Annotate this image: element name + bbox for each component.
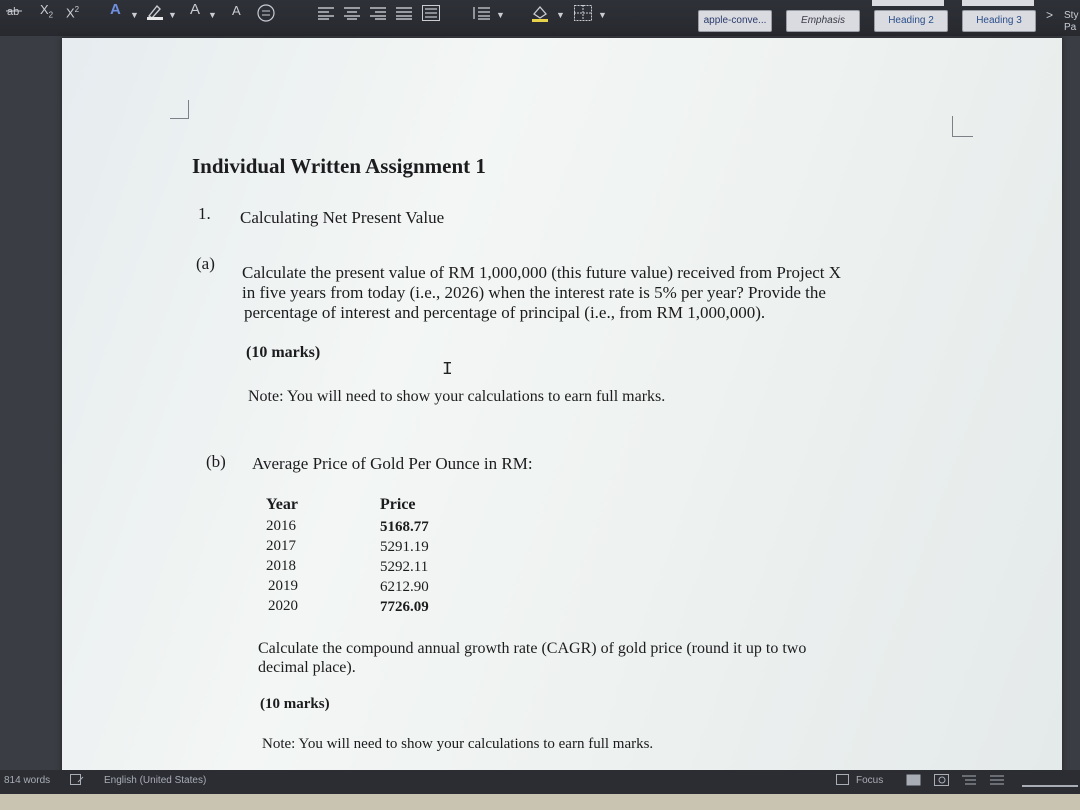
style-emphasis[interactable]: [786, 10, 860, 32]
part-b-label: (b): [206, 452, 226, 471]
web-layout-icon[interactable]: [934, 774, 950, 789]
desk-background: [0, 794, 1080, 810]
part-a-line: percentage of interest and percentage of principal (i.e., from RM 1,000,000).: [244, 303, 766, 322]
part-a-label: (a): [196, 254, 215, 273]
style-card-top: [872, 0, 944, 6]
borders-icon[interactable]: [574, 5, 592, 21]
table-header-year: Year: [266, 496, 298, 513]
highlight-icon[interactable]: [146, 2, 164, 20]
table-cell-price: 6212.90: [380, 579, 429, 595]
svg-text:ab: ab: [7, 6, 20, 18]
align-center-icon[interactable]: [344, 6, 360, 20]
style-heading-3[interactable]: [962, 10, 1036, 32]
style-label: apple-conve...: [703, 15, 767, 26]
superscript-icon[interactable]: $X^2$: [66, 5, 80, 21]
focus-button[interactable]: Focus: [856, 775, 884, 786]
part-a-line: Calculate the present value of RM 1,000,000 (this future value) received from Project X: [242, 263, 842, 282]
phonetic-icon[interactable]: [256, 3, 276, 23]
part-a-line: in five years from today (i.e., 2026) when the interest rate is 5% per year? Provide the: [242, 283, 826, 302]
chevron-down-icon[interactable]: ▼: [168, 10, 177, 20]
part-b-line: Calculate the compound annual growth rate (CAGR) of gold price (round it up to two: [258, 640, 807, 657]
print-layout-icon[interactable]: [906, 774, 922, 789]
strikethrough-icon[interactable]: [6, 4, 24, 18]
part-b-note: Note: You will need to show your calculations to earn full marks.: [262, 736, 654, 752]
font-color-letter: A: [110, 1, 121, 18]
ribbon-toolbar: [0, 0, 1080, 36]
word-count[interactable]: 814 words: [4, 775, 51, 786]
table-cell-year: 2017: [266, 538, 296, 554]
clear-format-icon[interactable]: [232, 3, 241, 19]
more-styles-arrow-icon[interactable]: >: [1046, 8, 1054, 22]
styles-pane-label[interactable]: Sty: [1064, 10, 1079, 21]
style-card-top: [962, 0, 1034, 6]
chevron-down-icon[interactable]: ▼: [598, 10, 607, 20]
align-right-icon[interactable]: [370, 6, 386, 20]
table-cell-year: 2020: [268, 598, 298, 614]
style-apple-converted[interactable]: [698, 10, 772, 32]
focus-icon[interactable]: [836, 774, 850, 789]
table-cell-year: 2019: [268, 578, 298, 594]
text-cursor-icon: I: [442, 360, 453, 380]
part-a-note: Note: You will need to show your calculations to earn full marks.: [248, 388, 666, 405]
style-label: Heading 3: [976, 15, 1022, 26]
language[interactable]: English (United States): [104, 775, 207, 786]
part-b-heading: Average Price of Gold Per Ounce in RM:: [252, 454, 533, 473]
margin-corner-mark: [952, 116, 973, 137]
table-cell-price: 5291.19: [380, 539, 429, 555]
chevron-down-icon[interactable]: ▼: [208, 10, 217, 20]
subscript-label: X: [40, 2, 49, 17]
clear-format-letter: A: [232, 3, 241, 18]
question-number: 1.: [198, 204, 211, 223]
style-label: Heading 2: [888, 15, 934, 26]
chevron-down-icon[interactable]: ▼: [556, 10, 565, 20]
margin-corner-mark: [170, 100, 189, 119]
font-color-icon[interactable]: [110, 2, 121, 18]
proofing-icon[interactable]: [70, 774, 84, 789]
chevron-down-icon[interactable]: ▼: [496, 10, 505, 20]
part-b-marks: (10 marks): [260, 696, 330, 712]
shading-icon[interactable]: [530, 4, 550, 22]
question-heading: Calculating Net Present Value: [240, 208, 445, 227]
text-effects-icon[interactable]: [190, 2, 200, 18]
table-cell-price: 5292.11: [380, 559, 429, 575]
style-heading-2[interactable]: [874, 10, 948, 32]
document-page[interactable]: [62, 38, 1062, 778]
assignment-title: Individual Written Assignment 1: [192, 154, 486, 178]
table-cell-year: 2016: [266, 518, 296, 534]
table-cell-price: 7726.09: [380, 599, 429, 615]
draft-view-icon[interactable]: [990, 774, 1006, 789]
justify-icon[interactable]: [396, 6, 412, 20]
text-effects-letter: A: [190, 1, 201, 18]
outline-view-icon[interactable]: [962, 774, 978, 789]
distributed-icon[interactable]: [422, 5, 440, 21]
style-label: Emphasis: [801, 15, 845, 26]
styles-pane-label[interactable]: Pa: [1064, 22, 1077, 33]
table-cell-year: 2018: [266, 558, 296, 574]
part-b-line: decimal place).: [258, 659, 356, 676]
part-a-marks: (10 marks): [246, 344, 321, 361]
zoom-slider[interactable]: [1022, 780, 1078, 791]
table-header-price: Price: [380, 496, 416, 513]
superscript-label: X: [66, 5, 75, 21]
table-cell-price: 5168.77: [380, 519, 429, 535]
chevron-down-icon[interactable]: ▼: [130, 10, 139, 20]
line-spacing-icon[interactable]: [472, 6, 490, 20]
align-left-icon[interactable]: [318, 6, 334, 20]
status-bar: [0, 770, 1080, 794]
subscript-icon[interactable]: $X_2$: [40, 2, 54, 20]
